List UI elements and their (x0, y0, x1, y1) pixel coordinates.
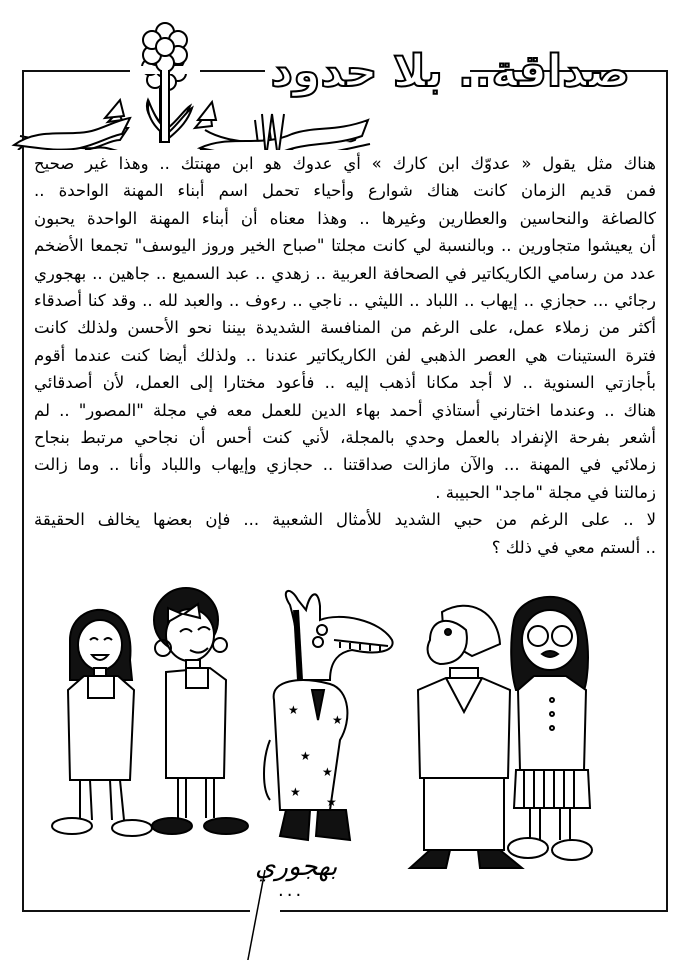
page-title: صداقة.. بلا حدود (270, 46, 630, 97)
article-line: زمالتنا في مجلة "ماجد" الحبيبة . (435, 482, 656, 502)
article-line: أكثر من زملاء عمل، على الرغم من المنافسة الشديدة بيننا نحو الأحسن ولذلك كانت (34, 318, 656, 338)
article-line: هناك مثل يقول « عدوّك ابن كارك » أي عدوك هو ابن مهنتك .. وهذا غير صحيح (34, 154, 656, 173)
girl-long-hair-figure (52, 610, 152, 836)
characters-illustration (0, 580, 690, 920)
article-body (34, 150, 656, 561)
boy-helmet-figure (410, 606, 522, 868)
article-line: بأجازتي السنوية .. لا أجد مكانا أذهب إليه .. فأعود مختارا إلى العمل، لأن أصدقائي (34, 373, 656, 393)
article-line: لا .. على الرغم من حبي الشديد للأمثال الشعبية ... فإن بعضها يخالف الحقيقة (34, 510, 656, 530)
girl-glasses-figure (508, 597, 592, 860)
article-line: هناك .. وعندما اختارني أستاذي أحمد بهاء الدين للعمل معه في مجلة "المصور" .. لم (34, 400, 656, 420)
article-line: .. ألستم معي في ذلك ؟ (491, 537, 656, 557)
svg-text:★: ★ (322, 765, 333, 779)
article-line: فمن قديم الزمان كانت هناك شوارع وأحياء تحمل اسم أبناء المهنة الواحدة .. (34, 181, 656, 201)
article-line: أشعر بفرحة الإنفراد بالعمل وحدي بالمجلة، لأني كنت أحس أن نجاحي مرتبط بنجاح (34, 428, 656, 448)
article-line: رجائي ... حجازي .. إيهاب .. اللباد .. الليثي .. ناجي .. رءوف .. والعبد لله .. وقد كنا أصدقاء (34, 291, 656, 311)
signature-dots: ... (278, 880, 305, 901)
article-line: كالصاغة والنحاسين والعطارين وغيرها .. وهذا معناه أن أبناء المهنة الواحدة يحبون (34, 208, 656, 228)
svg-text:★: ★ (288, 703, 299, 717)
article-line: أن يعيشوا متجاورين .. وبالنسبة لي كانت مجلتا "صباح الخير وروز اليوسف" تجمعا الأضخم (34, 236, 656, 256)
donkey-figure (264, 591, 393, 840)
svg-text:★: ★ (300, 749, 311, 763)
article-line: عدد من رسامي الكاريكاتير في الصحافة العربية .. زهدي .. عبد السميع .. جاهين .. بهجوري (34, 263, 656, 283)
svg-text:★: ★ (332, 713, 343, 727)
girl-bow-earrings-figure (152, 588, 248, 834)
artist-signature: بهجوري (255, 852, 338, 882)
svg-text:★: ★ (290, 785, 301, 799)
svg-text:★: ★ (326, 795, 337, 809)
article-line: زملائي في المهنة ... والآن مازالت صداقتنا .. حجازي وإيهاب واللباد وأنا .. وما زالت (34, 455, 656, 475)
article-line: فترة الستينات هي العصر الذهبي لفن الكاريكاتير عندنا .. ولذلك أيضا كنت عندما أقوم (34, 345, 656, 365)
